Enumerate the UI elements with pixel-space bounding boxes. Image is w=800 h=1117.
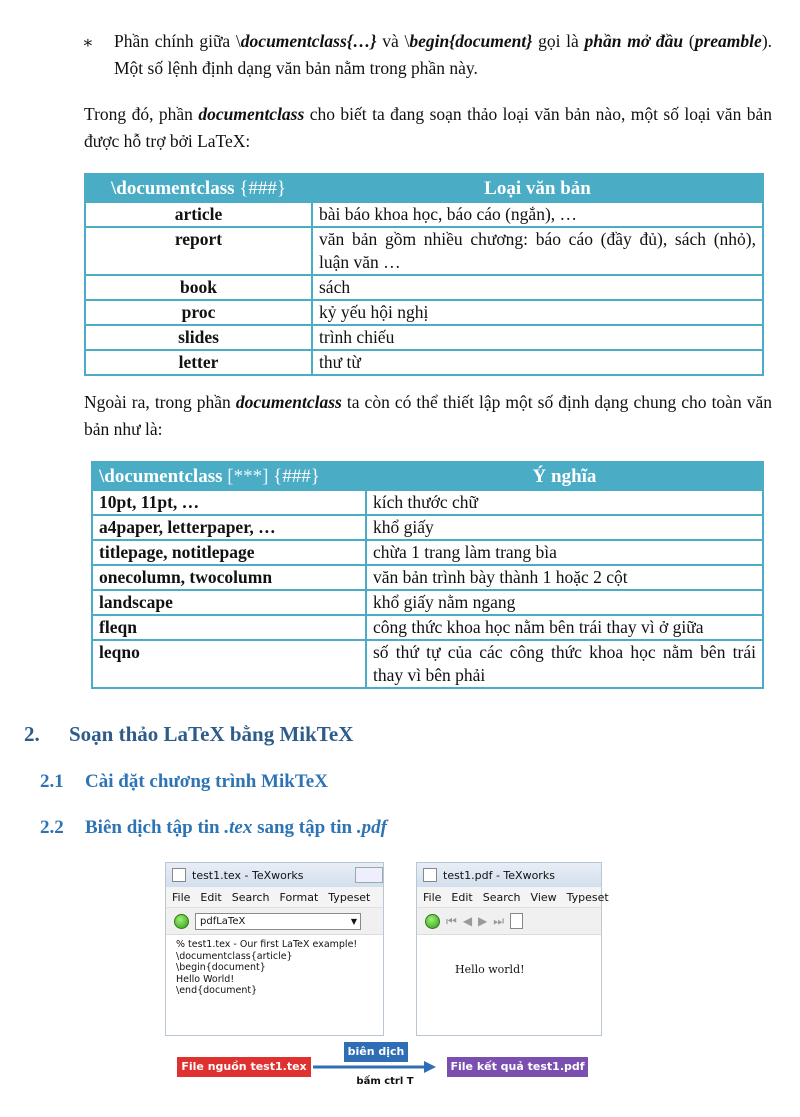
table-row	[85, 275, 763, 300]
paragraph-documentclass-types	[84, 101, 772, 155]
source-editor[interactable]: % test1.tex - Our first LaTeX example! \documentclass{article} \begin{document} Hello World! \end{document}	[166, 935, 383, 1001]
paragraph-text: ta còn có thể thiết lập một số định dạng chung cho toàn văn bản như là:	[84, 392, 773, 439]
app-icon	[423, 868, 437, 882]
paragraph-documentclass-options	[84, 389, 772, 443]
window-title: test1.tex - TeXworks	[192, 868, 304, 882]
section-heading-2	[24, 722, 353, 747]
intro-text: ). Một số lệnh định dạng văn bản nằm trong phần này.	[114, 31, 773, 78]
pdf-preview-text: Hello world!	[455, 963, 525, 976]
minimize-button[interactable]	[355, 867, 383, 883]
arrow-head-icon	[424, 1061, 436, 1073]
first-page-icon[interactable]: ⏮	[446, 913, 457, 928]
intro-text: (	[688, 31, 695, 51]
table-header-row	[85, 174, 763, 202]
paragraph-emphasis: documentclass	[198, 104, 305, 124]
page-icon[interactable]	[510, 913, 523, 929]
paragraph-text: cho biết ta đang soạn thảo loại văn bản nào, một số loại văn bản được hỗ trợ bởi LaTeX:	[84, 104, 773, 151]
table-cell-value: khổ giấy	[366, 515, 763, 540]
table-cell-value: bài báo khoa học, báo cáo (ngắn), …	[312, 202, 763, 227]
table-row	[85, 300, 763, 325]
table-row	[92, 565, 763, 590]
source-file-label: File nguồn test1.tex	[177, 1057, 311, 1077]
table-header-cell: Ý nghĩa	[366, 462, 763, 490]
section-title: Biên dịch tập tin	[85, 817, 225, 838]
table-cell-key: book	[85, 275, 312, 300]
result-file-label: File kết quả test1.pdf	[447, 1057, 588, 1077]
table-cell-value: chừa 1 trang làm trang bìa	[366, 540, 763, 565]
table-row	[92, 590, 763, 615]
bullet-marker: ∗	[82, 33, 94, 52]
table-row	[85, 325, 763, 350]
window-title: test1.pdf - TeXworks	[443, 868, 555, 882]
intro-code: begin{document}	[409, 31, 533, 51]
intro-text: và \	[376, 31, 410, 51]
table-header-cell	[92, 462, 366, 490]
table-cell-value: khổ giấy nằm ngang	[366, 590, 763, 615]
paragraph-text: Ngoài ra, trong phần	[84, 392, 236, 412]
header-sub: {###}	[234, 177, 286, 199]
table-row	[92, 515, 763, 540]
table-header-row	[92, 462, 763, 490]
table-cell-key: report	[85, 227, 312, 275]
table-row	[85, 350, 763, 375]
menu-bar	[166, 887, 383, 908]
menu-item-typeset[interactable]: Typeset	[566, 890, 609, 904]
header-text: \documentclass	[99, 465, 223, 487]
section-number: 2.2	[40, 817, 64, 838]
table-cell-key: onecolumn, twocolumn	[92, 565, 366, 590]
table-cell-key: titlepage, notitlepage	[92, 540, 366, 565]
table-cell-key: leqno	[92, 640, 366, 688]
table-cell-key: letter	[85, 350, 312, 375]
intro-text: Phần chính giữa \	[114, 31, 241, 51]
menu-item-file[interactable]: File	[172, 890, 191, 904]
next-page-icon[interactable]: ▶	[478, 914, 488, 928]
section-heading-2-1	[40, 771, 328, 793]
document-options-table	[91, 461, 764, 689]
table-row	[92, 540, 763, 565]
intro-emphasis: preamble	[694, 31, 762, 51]
section-title: Cài đặt chương trình MikTeX	[85, 771, 328, 792]
table-cell-value: kỷ yếu hội nghị	[312, 300, 763, 325]
table-cell-key: fleqn	[92, 615, 366, 640]
window-titlebar	[166, 863, 383, 887]
table-cell-key: a4paper, letterpaper, …	[92, 515, 366, 540]
table-row	[85, 227, 763, 275]
menu-item-edit[interactable]: Edit	[451, 890, 473, 904]
menu-bar	[417, 887, 609, 908]
table-cell-key: proc	[85, 300, 312, 325]
typeset-play-icon[interactable]	[425, 914, 440, 929]
section-heading-2-2	[40, 817, 387, 839]
intro-code: documentclass{…}	[240, 31, 377, 51]
header-sub: {###}	[268, 465, 320, 487]
app-icon	[172, 868, 186, 882]
table-cell-value: văn bản gồm nhiều chương: báo cáo (đầy đủ), sách (nhỏ), luận văn …	[312, 227, 763, 275]
table-cell-key: 10pt, 11pt, …	[92, 490, 366, 515]
toolbar	[417, 908, 601, 935]
section-number: 2.1	[40, 771, 64, 792]
editor-window-screenshot	[165, 862, 384, 1036]
table-row	[92, 640, 763, 688]
last-page-icon[interactable]: ⏭	[493, 913, 505, 928]
section-title-ext: .pdf	[356, 817, 387, 838]
header-sub: [***]	[222, 465, 269, 487]
table-row	[92, 490, 763, 515]
table-cell-key: landscape	[92, 590, 366, 615]
table-cell-key: slides	[85, 325, 312, 350]
section-title: sang tập tin	[252, 817, 357, 838]
chevron-down-icon: ▼	[350, 916, 357, 926]
table-row	[92, 615, 763, 640]
menu-item-typeset[interactable]: Typeset	[328, 890, 371, 904]
menu-item-search[interactable]: Search	[231, 890, 270, 904]
header-text: \documentclass	[111, 177, 235, 199]
typeset-play-icon[interactable]	[174, 914, 189, 929]
shortcut-hint: bấm ctrl T	[356, 1076, 414, 1087]
engine-select-value: pdfLaTeX	[200, 915, 246, 927]
table-cell-value: thư từ	[312, 350, 763, 375]
menu-item-edit[interactable]: Edit	[200, 890, 222, 904]
document-class-table	[84, 173, 764, 376]
table-row	[85, 202, 763, 227]
engine-select[interactable]	[195, 913, 361, 930]
table-header-cell	[85, 174, 312, 202]
section-number: 2.	[24, 722, 40, 746]
table-cell-value: công thức khoa học nằm bên trái thay vì ở giữa	[366, 615, 763, 640]
preview-window-screenshot	[416, 862, 609, 1036]
table-header-cell: Loại văn bản	[312, 174, 763, 202]
intro-emphasis: phần mở đầu	[584, 31, 684, 51]
table-cell-value: sách	[312, 275, 763, 300]
previous-page-icon[interactable]: ◀	[462, 914, 473, 928]
menu-item-search[interactable]: Search	[482, 890, 521, 904]
table-cell-value: kích thước chữ	[366, 490, 763, 515]
toolbar	[166, 908, 383, 935]
table-cell-value: văn bản trình bày thành 1 hoặc 2 cột	[366, 565, 763, 590]
intro-text: gọi là	[532, 31, 585, 51]
section-title: Soạn thảo LaTeX bằng MikTeX	[69, 722, 354, 746]
compile-label: biên dịch	[344, 1042, 408, 1062]
table-cell-value: trình chiếu	[312, 325, 763, 350]
paragraph-text: Trong đó, phần	[84, 104, 199, 124]
window-titlebar	[417, 863, 601, 887]
paragraph-emphasis: documentclass	[235, 392, 342, 412]
intro-bullet-text	[114, 28, 772, 82]
table-cell-value: số thứ tự của các công thức khoa học nằm bên trái thay vì bên phải	[366, 640, 763, 688]
section-title-ext: .tex	[224, 817, 253, 838]
table-cell-key: article	[85, 202, 312, 227]
menu-item-format[interactable]: Format	[279, 890, 319, 904]
menu-item-view[interactable]: View	[530, 890, 557, 904]
menu-item-file[interactable]: File	[423, 890, 442, 904]
